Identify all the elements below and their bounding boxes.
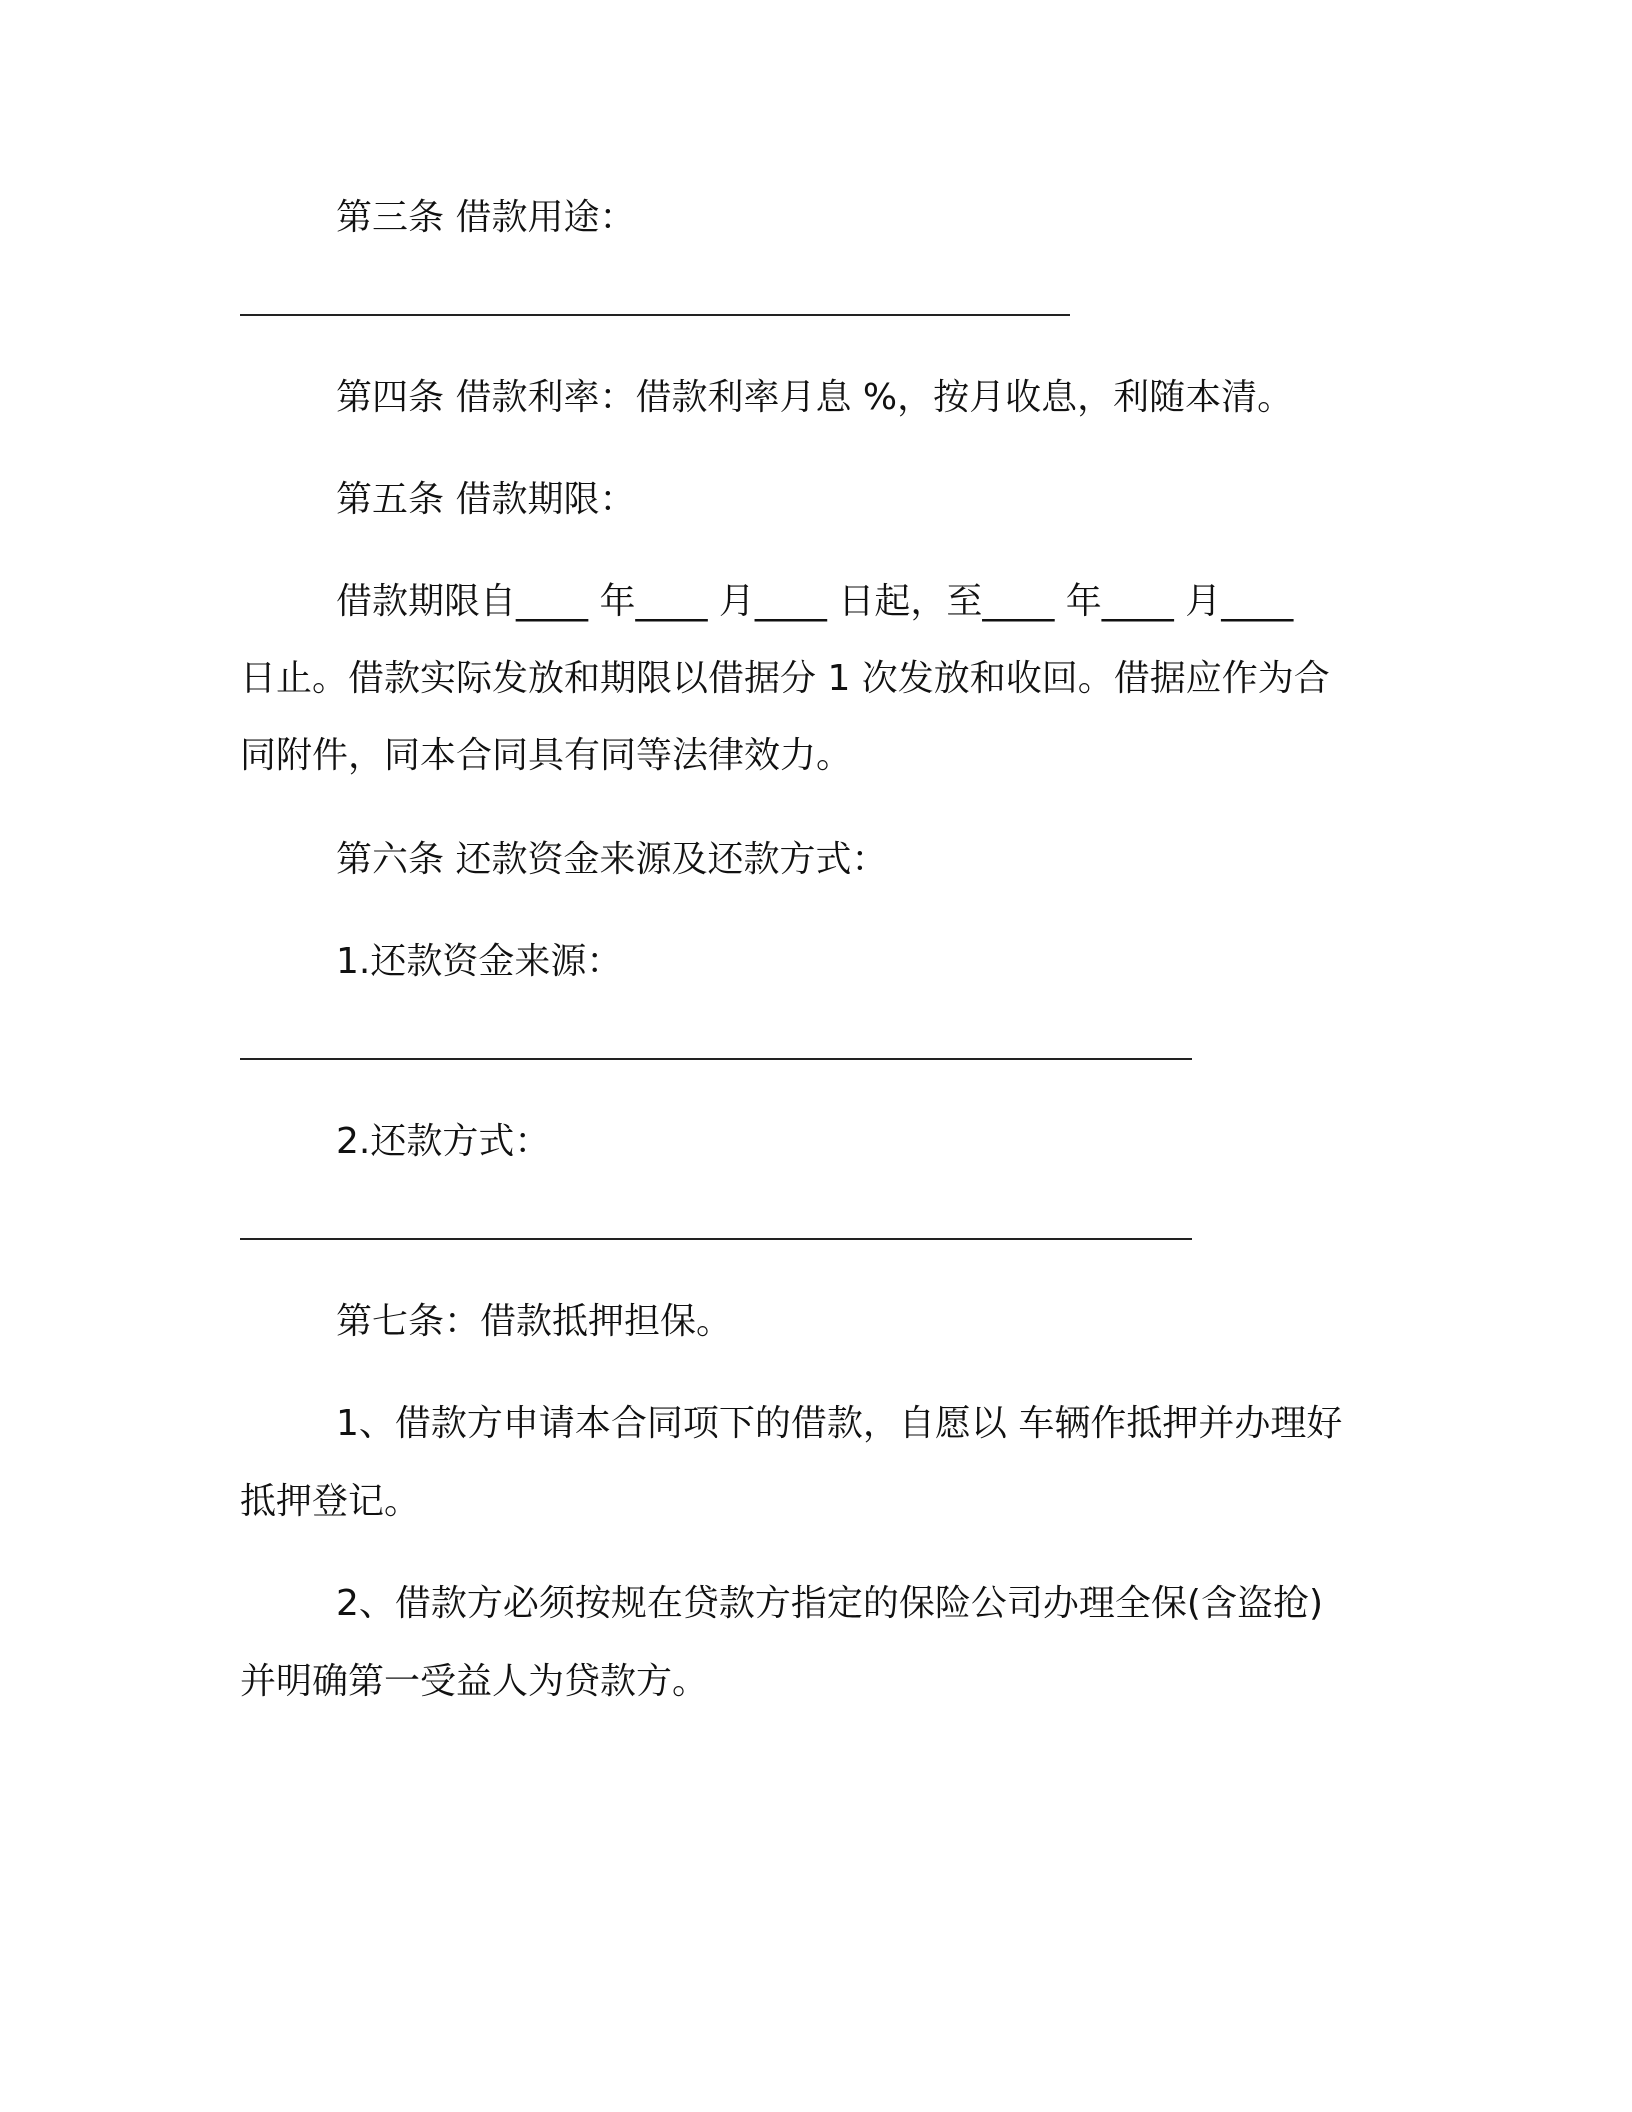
article-6-item-1: 1.还款资金来源：	[336, 941, 623, 982]
article-7-item-1-line-2: 抵押登记。	[240, 1481, 421, 1522]
article-5-term-line-3: 同附件，同本合同具有同等法律效力。	[240, 735, 853, 776]
article-6-title: 第六条 还款资金来源及还款方式：	[336, 839, 888, 880]
article-5-term-line-2: 日止。借款实际发放和期限以借据分 1 次发放和收回。借据应作为合	[240, 658, 1330, 699]
article-6-item-2: 2.还款方式：	[336, 1121, 551, 1162]
article-7-item-2-line-1: 2、借款方必须按规在贷款方指定的保险公司办理全保(含盗抢)	[336, 1583, 1323, 1624]
article-7-item-2-line-2: 并明确第一受益人为贷款方。	[240, 1661, 709, 1702]
article-5-title: 第五条 借款期限：	[336, 479, 636, 520]
article-4-interest-rate: 第四条 借款利率：借款利率月息 %，按月收息，利随本清。	[336, 377, 1294, 418]
blank-line-fund-source	[240, 1058, 1192, 1060]
article-7-title: 第七条：借款抵押担保。	[336, 1301, 733, 1342]
article-7-item-1-line-1: 1、借款方申请本合同项下的借款，自愿以 车辆作抵押并办理好	[336, 1403, 1343, 1444]
article-5-term-line-1: 借款期限自____ 年____ 月____ 日起，至____ 年____ 月____	[336, 581, 1294, 622]
blank-line-purpose	[240, 314, 1070, 316]
blank-line-repayment-method	[240, 1238, 1192, 1240]
article-3-title: 第三条 借款用途：	[336, 197, 636, 238]
